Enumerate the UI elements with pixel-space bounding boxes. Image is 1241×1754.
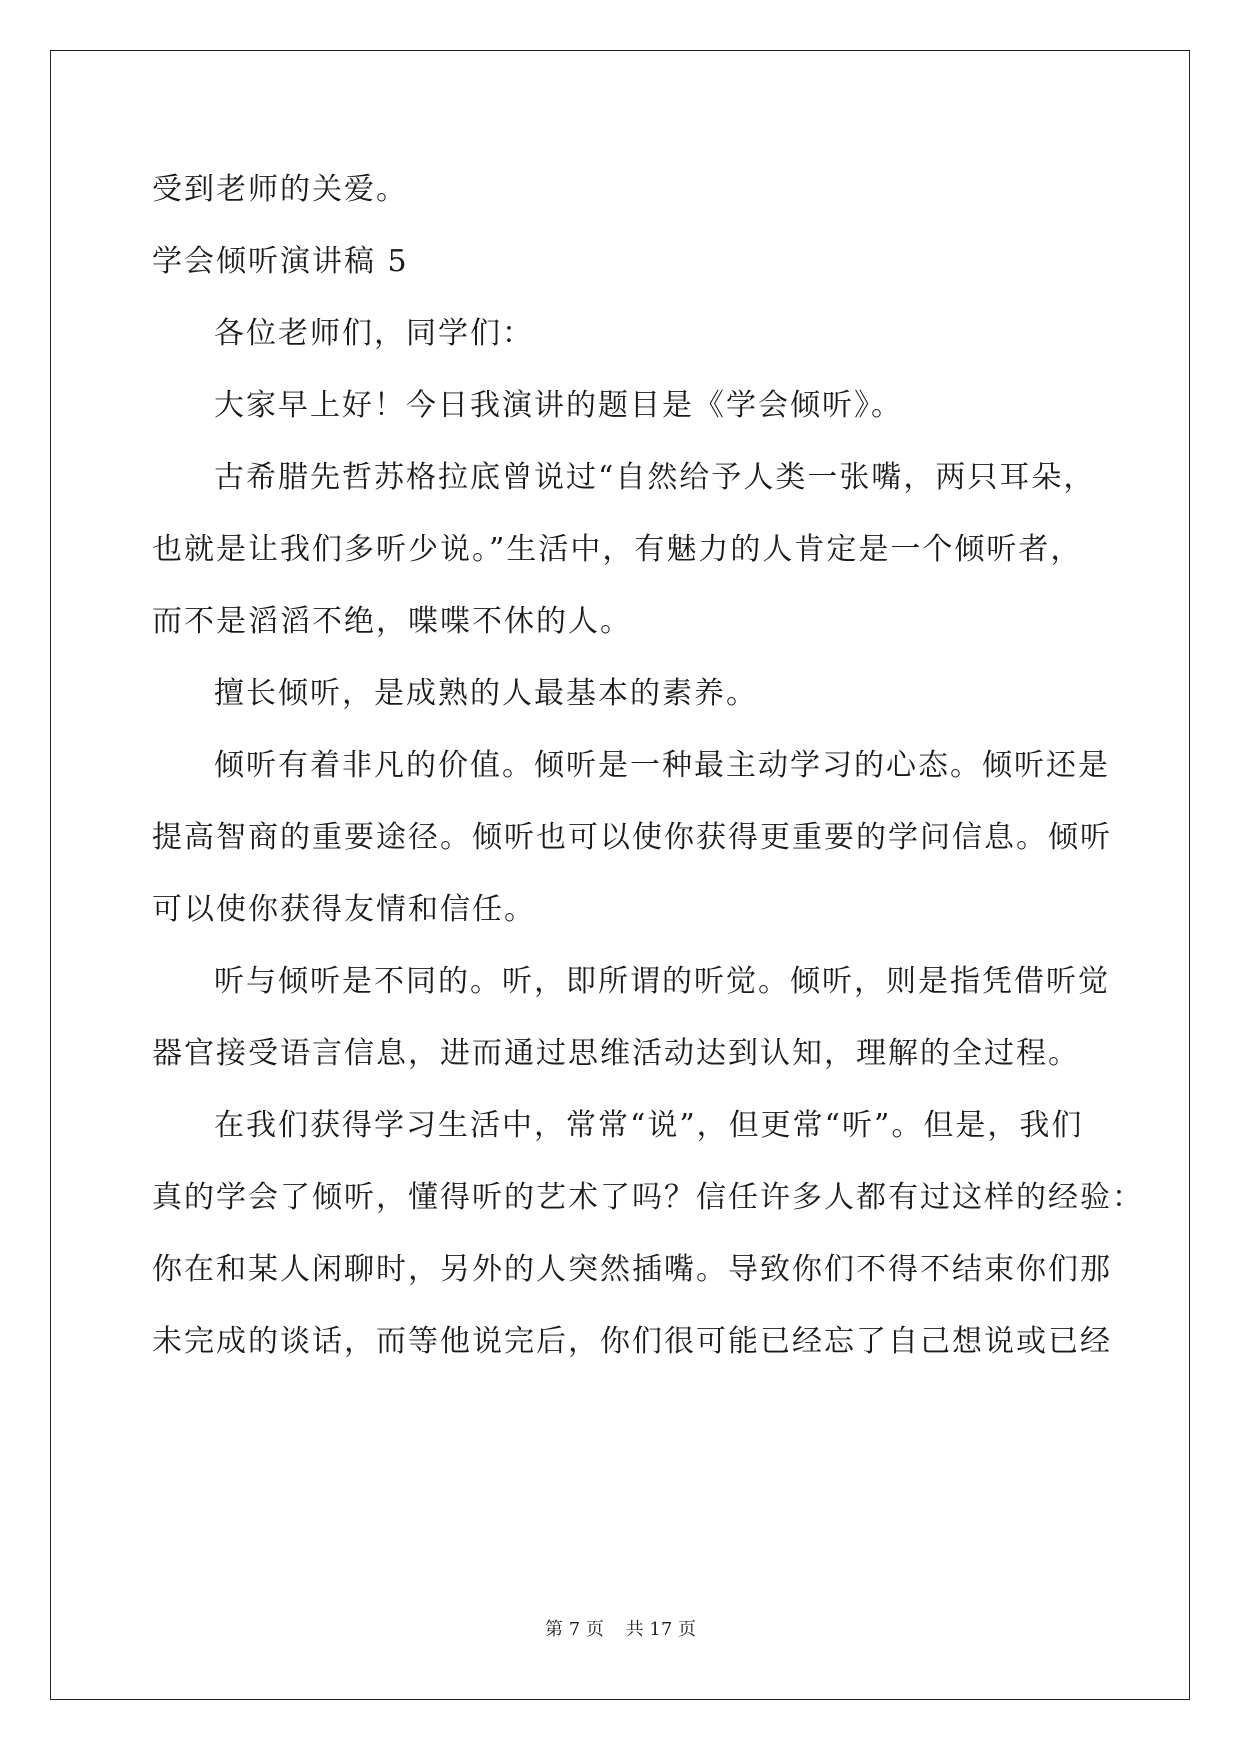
- paragraph-line: 倾听有着非凡的价值。倾听是一种最主动学习的心态。倾听还是: [214, 748, 1110, 783]
- paragraph-line: 未完成的谈话，而等他说完后，你们很可能已经忘了自己想说或已经: [152, 1324, 1112, 1359]
- paragraph-line: 提高智商的重要途径。倾听也可以使你获得更重要的学问信息。倾听: [152, 820, 1112, 855]
- salutation: 各位老师们，同学们：: [214, 316, 534, 351]
- paragraph-line: 在我们获得学习生活中，常常“说”，但更常“听”。但是，我们: [214, 1108, 1084, 1143]
- page-total: 共 17 页: [625, 1619, 696, 1640]
- paragraph-line: 也就是让我们多听少说。”生活中，有魅力的人肯定是一个倾听者，: [152, 532, 1083, 567]
- paragraph-line: 你在和某人闲聊时，另外的人突然插嘴。导致你们不得不结束你们那: [152, 1252, 1112, 1287]
- paragraph-line: 真的学会了倾听，懂得听的艺术了吗？信任许多人都有过这样的经验：: [152, 1180, 1144, 1215]
- paragraph-line: 擅长倾听，是成熟的人最基本的素养。: [214, 676, 758, 711]
- paragraph-line: 受到老师的关爱。: [152, 172, 408, 207]
- paragraph-line: 可以使你获得友情和信任。: [152, 892, 536, 927]
- page-footer: [0, 1618, 1241, 1642]
- paragraph-line: 古希腊先哲苏格拉底曾说过“自然给予人类一张嘴，两只耳朵，: [214, 460, 1096, 495]
- paragraph-line: 大家早上好！今日我演讲的题目是《学会倾听》。: [214, 388, 903, 423]
- page-number: 第 7 页: [545, 1619, 604, 1640]
- section-heading: 学会倾听演讲稿 5: [152, 244, 409, 279]
- paragraph-line: 器官接受语言信息，进而通过思维活动达到认知，理解的全过程。: [152, 1036, 1080, 1071]
- page-frame: [50, 50, 1190, 1700]
- paragraph-line: 听与倾听是不同的。听，即所谓的听觉。倾听，则是指凭借听觉: [214, 964, 1110, 999]
- paragraph-line: 而不是滔滔不绝，喋喋不休的人。: [152, 604, 632, 639]
